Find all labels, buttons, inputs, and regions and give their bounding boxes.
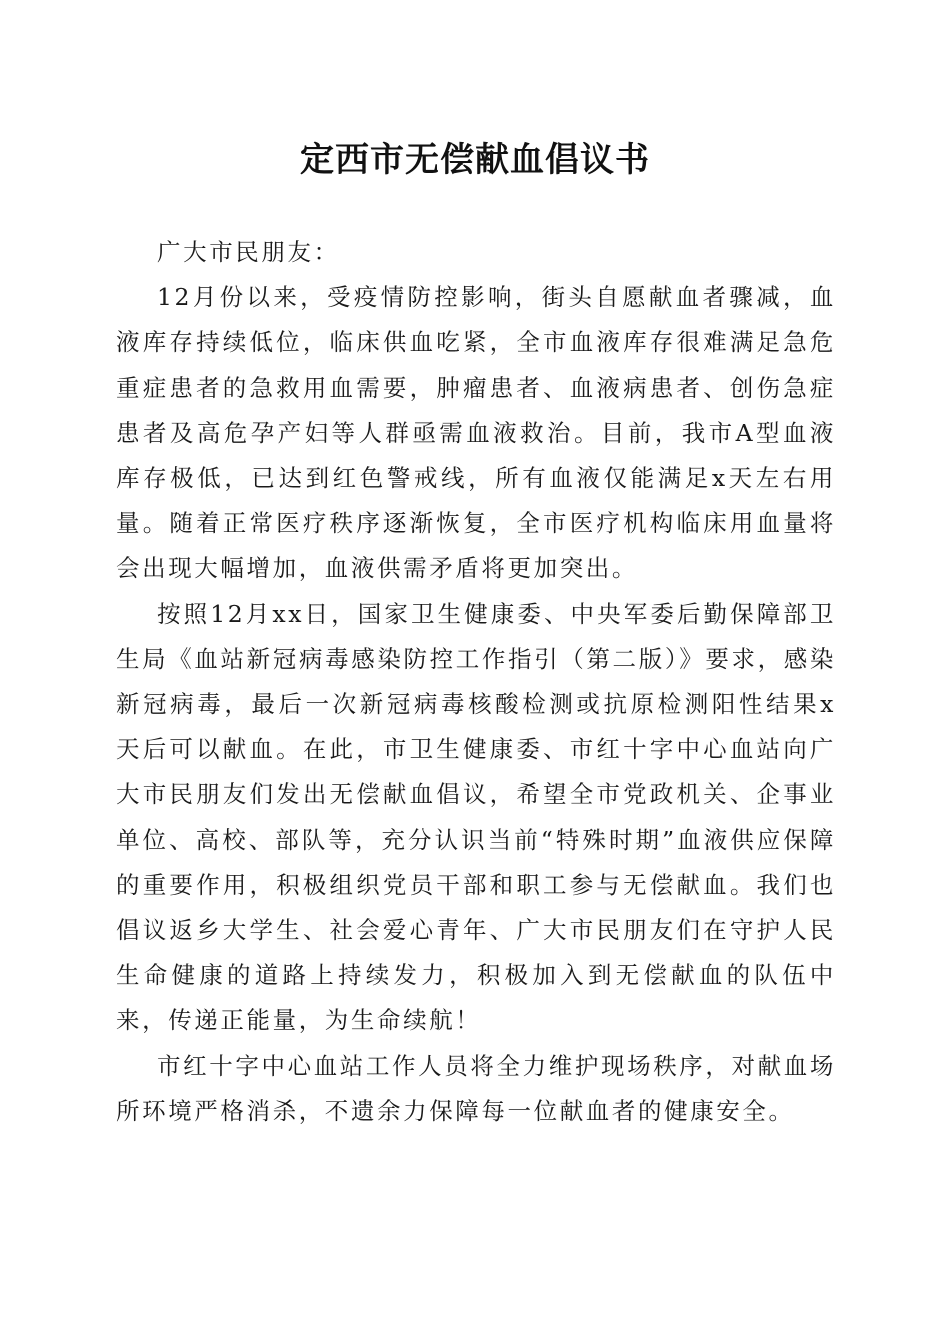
paragraph-safety: 市红十字中心血站工作人员将全力维护现场秩序，对献血场所环境严格消杀，不遗余力保障每一位献血者的健康安全。: [116, 1051, 836, 1125]
paragraph-situation: 12月份以来，受疫情防控影响，街头自愿献血者骤减，血液库存持续低位，临床供血吃紧，全市血液库存很难满足急危重症患者的急救用血需要，肿瘤患者、血液病患者、创伤急症患者及高危孕产妇等人群亟需血液救治。目前，我市A型血液库存极低，已达到红色警戒线，所有血液仅能满足x天左右用量。随着正常医疗秩序逐渐恢复，全市医疗机构临床用血量将会出现大幅增加，血液供需矛盾将更加突出。: [116, 283, 836, 583]
salutation: 广大市民朋友：: [157, 238, 340, 266]
paragraph-initiative: 按照12月xx日，国家卫生健康委、中央军委后勤保障部卫生局《血站新冠病毒感染防控工作指引（第二版）》要求，感染新冠病毒，最后一次新冠病毒核酸检测或抗原检测阳性结果x天后可以献血。在此，市卫生健康委、市红十字中心血站向广大市民朋友们发出无偿献血倡议，希望全市党政机关、企事业单位、高校、部队等，充分认识当前“特殊时期”血液供应保障的重要作用，积极组织党员干部和职工参与无偿献血。我们也倡议返乡大学生、社会爱心青年、广大市民朋友们在守护人民生命健康的道路上持续发力，积极加入到无偿献血的队伍中来，传递正能量，为生命续航！: [116, 599, 836, 1035]
document-title: 定西市无偿献血倡议书: [300, 140, 650, 180]
document-body: [116, 230, 836, 1134]
